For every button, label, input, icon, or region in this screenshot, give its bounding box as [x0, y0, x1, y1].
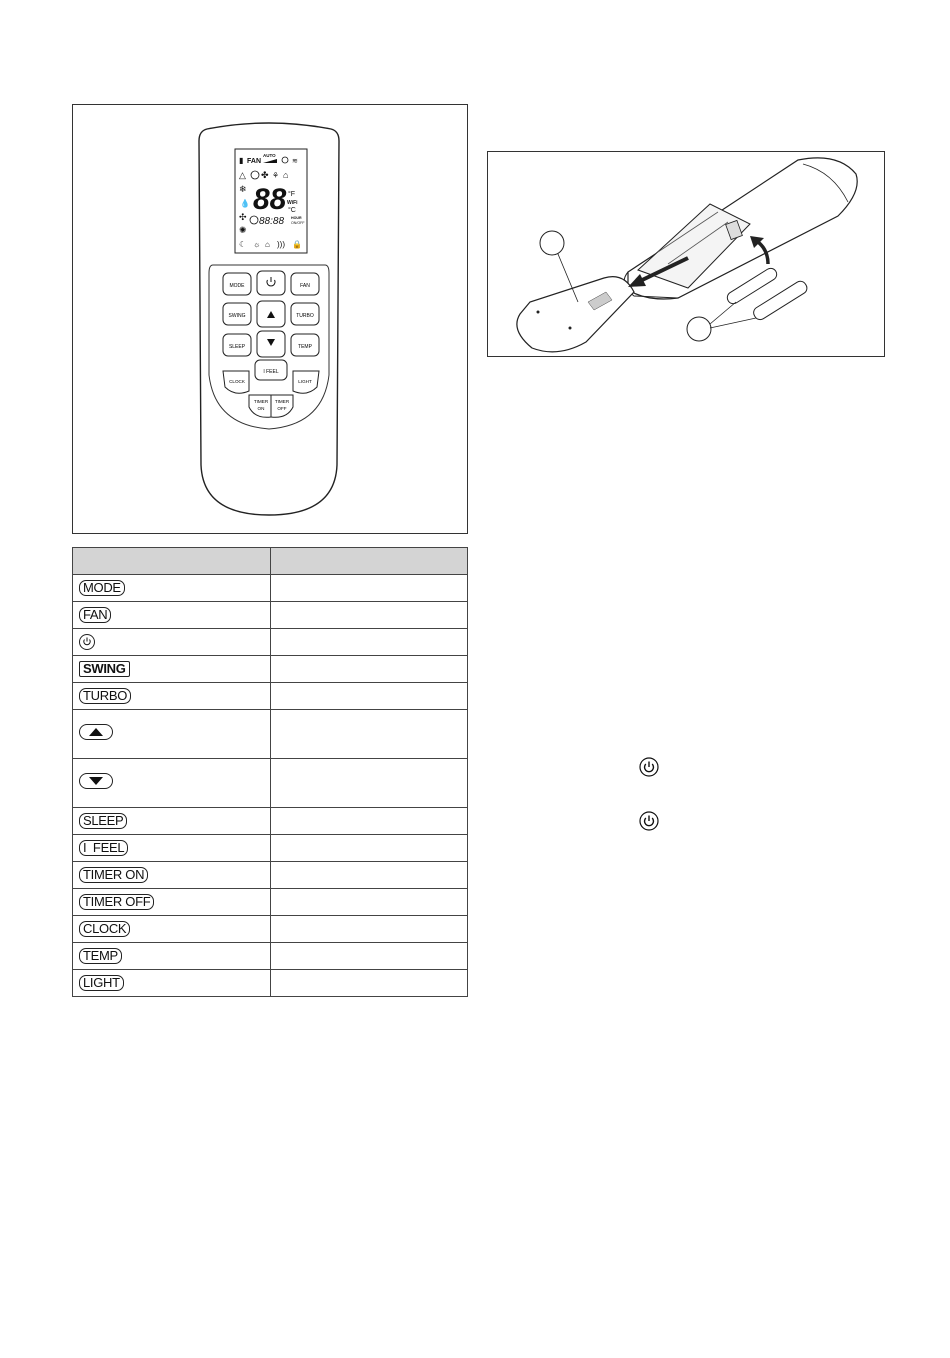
home-icon: ⌂ [283, 170, 289, 180]
temp-sensor-icon: ▮ [239, 156, 244, 165]
fan-key-label: FAN [79, 607, 111, 623]
lcd-display [235, 149, 307, 253]
auto-mode-icon: △ [239, 170, 246, 180]
svg-text:TIMER: TIMER [253, 399, 269, 404]
svg-text:SWING: SWING [228, 313, 246, 319]
battery-icon [725, 266, 809, 322]
table-cell-description [270, 629, 468, 656]
table-cell-description [270, 808, 468, 835]
signal-icon: ))) [277, 240, 285, 249]
table-row [73, 916, 468, 943]
svg-text:SLEEP: SLEEP [228, 344, 246, 350]
table-row [73, 710, 468, 759]
heat-mode-icon: ✺ [239, 225, 247, 235]
table-row [73, 943, 468, 970]
fan-blade-icon: ✤ [261, 170, 269, 180]
svg-text:FAN: FAN [247, 158, 261, 165]
fan-mode-icon: ✣ [239, 212, 247, 222]
svg-text:OFF: OFF [277, 406, 287, 411]
lock-icon: 🔒 [292, 240, 302, 249]
table-row [73, 862, 468, 889]
sleep-key-label: SLEEP [79, 813, 127, 829]
callout-2 [687, 302, 756, 341]
table-cell-description [270, 759, 468, 808]
ifeel-icon: ⌂ [265, 240, 270, 249]
svg-text:WiFi: WiFi [287, 200, 298, 206]
sleep-icon: ☾ [239, 240, 247, 249]
table-cell-description [270, 602, 468, 629]
table-cell-description [270, 656, 468, 683]
swing-button[interactable] [223, 303, 251, 325]
temp-button[interactable] [291, 334, 319, 356]
triangle-down-icon [79, 773, 113, 789]
turbo-button[interactable] [291, 303, 319, 325]
svg-text:CLOCK: CLOCK [229, 379, 245, 384]
timer-on-key-label: TIMER ON [79, 867, 148, 883]
table-cell-description [270, 710, 468, 759]
battery-cover-illustration [517, 277, 634, 352]
mode-button[interactable] [223, 273, 251, 295]
svg-text:HOUR: HOUR [291, 216, 302, 220]
power-icon [79, 634, 95, 650]
power-button[interactable] [257, 271, 285, 295]
down-button[interactable] [257, 331, 285, 357]
turbo-key-label: TURBO [79, 688, 131, 704]
table-row [73, 602, 468, 629]
svg-text:°C: °C [288, 207, 296, 214]
remote-control-illustration [73, 105, 469, 535]
table-cell-description [270, 862, 468, 889]
battery-install-illustration [488, 152, 886, 358]
svg-text:LIGHT: LIGHT [298, 379, 312, 384]
table-cell-description [270, 889, 468, 916]
table-cell-description [270, 835, 468, 862]
triangle-up-icon [79, 724, 113, 740]
ifeel-button[interactable] [255, 360, 287, 380]
mode-key-label: MODE [79, 580, 125, 596]
dry-mode-icon: 💧 [240, 199, 250, 208]
svg-text:ON/OFF: ON/OFF [291, 221, 305, 225]
table-cell-description [270, 916, 468, 943]
svg-text:°F: °F [288, 191, 296, 198]
power-icon [639, 757, 659, 777]
table-row [73, 970, 468, 997]
table-row [73, 575, 468, 602]
clock-key-label: CLOCK [79, 921, 130, 937]
svg-text:MODE: MODE [229, 283, 245, 289]
ifeel-key-label: I FEEL [79, 840, 128, 856]
svg-text:I FEEL: I FEEL [263, 369, 279, 375]
table-header-button [73, 548, 271, 575]
light-key-label: LIGHT [79, 975, 124, 991]
table-cell-description [270, 943, 468, 970]
table-row [73, 889, 468, 916]
cool-mode-icon: ❄ [239, 184, 247, 194]
temp-key-label: TEMP [79, 948, 122, 964]
svg-text:TURBO: TURBO [296, 313, 314, 319]
timer-off-key-label: TIMER OFF [79, 894, 154, 910]
svg-text:TEMP: TEMP [298, 344, 312, 350]
table-row [73, 629, 468, 656]
table-row [73, 759, 468, 808]
svg-text:FAN: FAN [300, 283, 310, 289]
swing-key-label: SWING [79, 661, 130, 677]
up-button[interactable] [257, 301, 285, 327]
svg-text:AUTO: AUTO [263, 153, 276, 158]
sleep-button[interactable] [223, 334, 251, 356]
button-function-table [72, 547, 468, 997]
table-row [73, 835, 468, 862]
svg-text:TIMER: TIMER [274, 399, 290, 404]
power-icon [639, 811, 659, 831]
light-icon: ☼ [253, 240, 261, 249]
tree-icon: ⚘ [272, 171, 280, 180]
fan-button[interactable] [291, 273, 319, 295]
svg-text:88:88: 88:88 [259, 216, 285, 227]
table-cell-description [270, 683, 468, 710]
table-cell-description [270, 970, 468, 997]
temperature-digits: 88 [253, 183, 287, 216]
wifi-icon: ≋ [292, 158, 298, 165]
svg-text:ON: ON [257, 406, 265, 411]
remote-back-illustration [624, 158, 857, 299]
battery-install-figure [487, 151, 885, 357]
table-header-function [270, 548, 468, 575]
remote-control-figure [72, 104, 468, 534]
table-row [73, 683, 468, 710]
table-row [73, 656, 468, 683]
table-cell-description [270, 575, 468, 602]
table-row [73, 808, 468, 835]
